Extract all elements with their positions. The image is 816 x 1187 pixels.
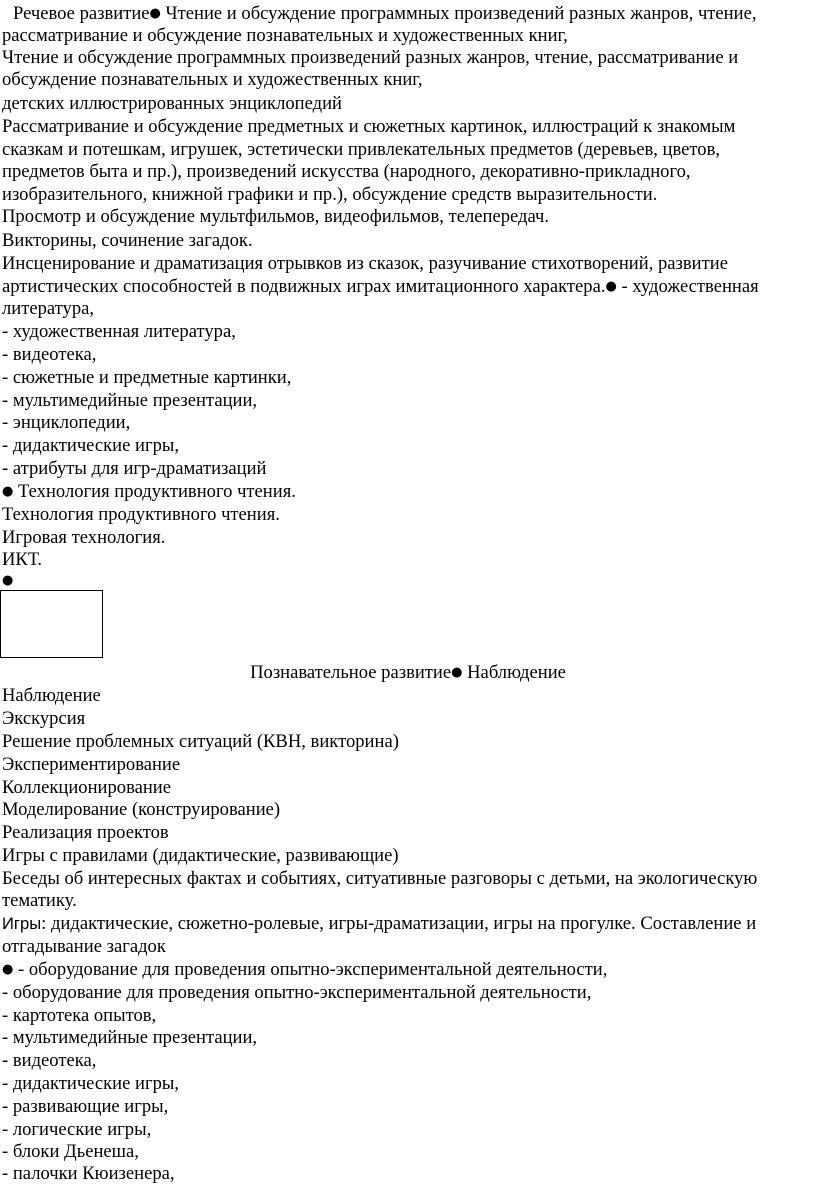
activity-line: Моделирование (конструирование) — [2, 799, 281, 820]
text-fragment: - художественная — [616, 276, 759, 297]
cognitive-heading-line — [0, 662, 816, 686]
bullet-icon: ● — [149, 6, 161, 21]
materials-item: - дидактические игры, — [2, 435, 180, 456]
empty-frame-box — [0, 590, 103, 658]
equipment-item: - видеотека, — [2, 1050, 97, 1071]
text-line-with-bullet — [2, 276, 812, 300]
text-fragment: - оборудование для проведения опытно-экспериментальной деятельности, — [13, 959, 608, 980]
activity-line: Игры с правилами (дидактические, развивающие) — [2, 845, 399, 866]
games-line — [2, 913, 812, 935]
text-line: предметов быта и пр.), произведений искусства (народного, декоративно-прикладного, — [2, 161, 691, 182]
text-line: Инсценирование и драматизация отрывков из сказок, разучивание стихотворений, развитие — [2, 253, 728, 274]
cognitive-heading: Познавательное развитие — [250, 662, 452, 683]
activity-line: тематику. — [2, 890, 77, 911]
materials-item: литература, — [2, 298, 95, 319]
materials-item: - атрибуты для игр-драматизаций — [2, 458, 267, 479]
bullet-icon: ● — [2, 484, 14, 499]
bullet-icon: ● — [2, 573, 14, 588]
materials-item: - художественная литература, — [2, 321, 236, 342]
speech-heading-rest: Чтение и обсуждение программных произведений разных жанров, чтение, — [165, 3, 757, 24]
equipment-item: - логические игры, — [2, 1119, 152, 1140]
text-fragment: артистических способностей в подвижных играх имитационного характера. — [2, 276, 606, 297]
text-line: Просмотр и обсуждение мультфильмов, видеофильмов, телепередач. — [2, 206, 549, 227]
tech-bullet-line — [2, 481, 812, 505]
cognitive-heading-rest: Наблюдение — [462, 662, 566, 683]
bullet-icon: ● — [605, 279, 617, 294]
activity-line: Решение проблемных ситуаций (КВН, викторина) — [2, 731, 399, 752]
text-fragment: Технология продуктивного чтения. — [13, 481, 296, 502]
activity-line: Коллекционирование — [2, 777, 172, 798]
equipment-item: - дидактические игры, — [2, 1073, 180, 1094]
bullet-icon: ● — [451, 665, 463, 680]
activity-line: Экспериментирование — [2, 754, 181, 775]
text-line: Чтение и обсуждение программных произведений разных жанров, чтение, рассматривание и — [2, 47, 739, 68]
text-line: детских иллюстрированных энциклопедий — [2, 93, 342, 114]
activity-line: Наблюдение — [2, 685, 101, 706]
equipment-item: - оборудование для проведения опытно-экспериментальной деятельности, — [2, 982, 592, 1003]
equipment-item: - развивающие игры, — [2, 1096, 169, 1117]
equipment-item: - мультимедийные презентации, — [2, 1027, 258, 1048]
text-line: изобразительного, книжной графики и пр.), обсуждение средств выразительности. — [2, 184, 658, 205]
materials-item: - сюжетные и предметные картинки, — [2, 367, 292, 388]
equipment-item: - палочки Кюизенера, — [2, 1163, 175, 1184]
text-line: Рассматривание и обсуждение предметных и сюжетных картинок, иллюстраций к знакомым — [2, 116, 736, 137]
text-line: Викторины, сочинение загадок. — [2, 230, 253, 251]
equip-bullet-line — [2, 959, 812, 983]
activity-line: Беседы об интересных фактах и событиях, ситуативные разговоры с детьми, на экологическую — [2, 868, 758, 889]
tech-line: ИКТ. — [2, 549, 42, 570]
materials-item: - энциклопедии, — [2, 412, 131, 433]
bullet-icon: ● — [2, 962, 14, 977]
text-line: сказкам и потешкам, игрушек, эстетически привлекательных предметов (деревьев, цветов, — [2, 139, 721, 160]
equipment-item: - блоки Дьенеша, — [2, 1141, 139, 1162]
text-line: рассматривание и обсуждение познавательных и художественных книг, — [2, 25, 568, 46]
games-cont-line: отгадывание загадок — [2, 936, 166, 957]
activity-line: Реализация проектов — [2, 822, 169, 843]
tech-line: Технология продуктивного чтения. — [2, 504, 280, 525]
materials-item: - мультимедийные презентации, — [2, 390, 258, 411]
speech-heading-line — [13, 3, 812, 27]
activity-line: Экскурсия — [2, 708, 86, 729]
lone-bullet-line — [2, 570, 812, 594]
games-label: Игры — [2, 914, 42, 933]
text-fragment: : дидактические, сюжетно-ролевые, игры-драматизации, игры на прогулке. Составление и — [41, 913, 757, 934]
equipment-item: - картотека опытов, — [2, 1005, 157, 1026]
tech-line: Игровая технология. — [2, 527, 166, 548]
materials-item: - видеотека, — [2, 344, 97, 365]
speech-heading: Речевое развитие — [13, 3, 150, 24]
text-line: обсуждение познавательных и художественных книг, — [2, 69, 423, 90]
